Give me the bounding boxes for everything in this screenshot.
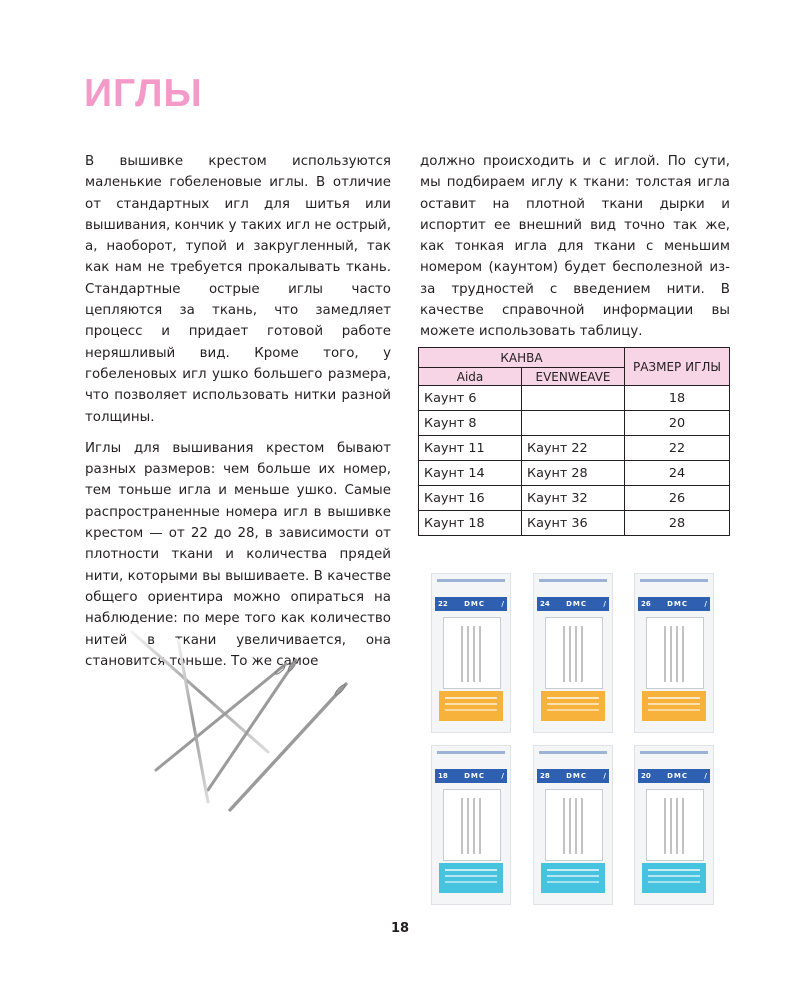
needle-pack: 22 DMC / (431, 573, 511, 733)
pack-brand: DMC (566, 600, 588, 608)
table-row (419, 461, 730, 486)
needles-illustration (120, 620, 360, 820)
needle (156, 664, 286, 770)
cell-evenweave (522, 411, 625, 436)
pack-number: 26 (641, 600, 651, 608)
cell-aida: Каунт 14 (419, 461, 522, 486)
paragraph: должно происходить и с иглой. По сути, мы подбираем иглу к ткани: толстая игла оставит на плотной ткани дырки и испортит ее внешний вид точно так же, как тонкая игла для ткани с меньшим номером (каунтом) будет бесполезной из-за трудностей с введением нити. В качестве справочной информации вы можете использовать таблицу. (420, 154, 730, 340)
pack-brand: DMC (667, 600, 689, 608)
pack-brand: DMC (464, 600, 486, 608)
left-column (85, 151, 391, 672)
needle (230, 684, 346, 810)
cell-evenweave: Каунт 36 (522, 511, 625, 536)
pack-brand: DMC (464, 772, 486, 780)
table-row (419, 411, 730, 436)
pack-number: 28 (540, 772, 550, 780)
needle-pack: 28 DMC / (533, 745, 613, 905)
pack-brand: DMC (667, 772, 689, 780)
cell-size: 28 (625, 511, 730, 536)
needle-pack: 26 DMC / (634, 573, 714, 733)
pack-number: 20 (641, 772, 651, 780)
right-column (420, 151, 730, 343)
table-row (419, 511, 730, 536)
cell-aida: Каунт 16 (419, 486, 522, 511)
cell-size: 22 (625, 436, 730, 461)
cell-evenweave: Каунт 28 (522, 461, 625, 486)
table-header-row (419, 348, 730, 368)
pack-number: 18 (438, 772, 448, 780)
needle-pack: 20 DMC / (634, 745, 714, 905)
pack-number: 24 (540, 600, 550, 608)
cell-evenweave: Каунт 22 (522, 436, 625, 461)
cell-aida: Каунт 11 (419, 436, 522, 461)
header-evenweave: EVENWEAVE (522, 368, 625, 386)
cell-size: 18 (625, 386, 730, 411)
cell-size: 24 (625, 461, 730, 486)
table-row (419, 486, 730, 511)
table-row (419, 436, 730, 461)
header-canvas: КАНВА (419, 348, 625, 368)
needle-size-table (418, 347, 730, 536)
needle (178, 640, 208, 802)
paragraph: В вышивке крестом используются маленькие гобеленовые иглы. В отличие от стандартных игл для шитья или вышивания, кончик у таких игл не острый, а, наоборот, тупой и закругленный, так как нам не требуется прокалывать ткань. Стандартные острые иглы часто цепляются за ткань, что замедляет процесс и придает готовой работе неряшливый вид. Кроме того, у гобеленовых игл ушко большего размера, что позволяет использовать нитки разной толщины. (85, 154, 391, 425)
cell-size: 26 (625, 486, 730, 511)
table-row (419, 386, 730, 411)
pack-brand: DMC (566, 772, 588, 780)
page-number: 18 (390, 921, 410, 936)
needle-pack: 24 DMC / (533, 573, 613, 733)
header-needle-size: РАЗМЕР ИГЛЫ (625, 348, 730, 386)
header-aida: Aida (419, 368, 522, 386)
page-title: ИГЛЫ (84, 72, 203, 115)
needle-pack: 18 DMC / (431, 745, 511, 905)
cell-evenweave: Каунт 32 (522, 486, 625, 511)
pack-number: 22 (438, 600, 448, 608)
cell-aida: Каунт 8 (419, 411, 522, 436)
cell-evenweave (522, 386, 625, 411)
needle (208, 660, 296, 790)
cell-aida: Каунт 18 (419, 511, 522, 536)
cell-aida: Каунт 6 (419, 386, 522, 411)
cell-size: 20 (625, 411, 730, 436)
paragraph: Иглы для вышивания крестом бывают разных размеров: чем больше их номер, тем тоньше игла и меньше ушко. Самые распространенные номера игл в вышивке крестом — от 22 до 28, в зависимости от плотности ткани и количества прядей нити, которыми вы вышиваете. В качестве общего ориентира можно опираться на наблюдение: по мере того как количество нитей в ткани увеличивается, она становится тоньше. То же самое (85, 440, 391, 669)
